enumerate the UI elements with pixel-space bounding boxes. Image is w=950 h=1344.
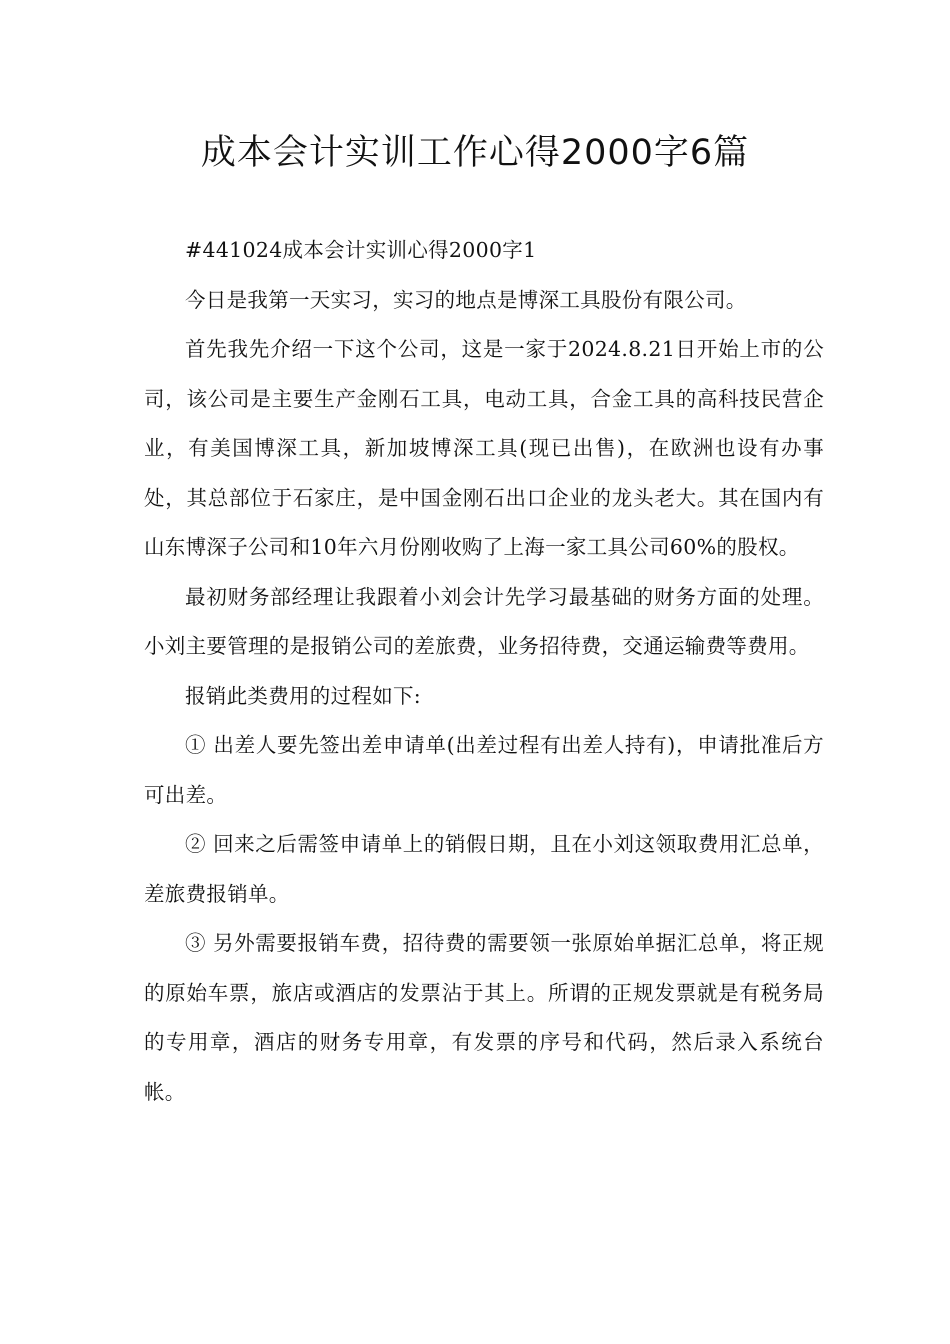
document-body <box>144 226 824 1117</box>
paragraph-step-1: ① 出差人要先签出差申请单(出差过程有出差人持有)，申请批准后方可出差。 <box>144 733 824 807</box>
paragraph: 报销此类费用的过程如下: <box>185 683 422 708</box>
paragraph-step-3: ③ 另外需要报销车费，招待费的需要领一张原始单据汇总单，将正规的原始车票，旅店或酒店的发票沾于其上。所谓的正规发票就是有税务局的专用章，酒店的财务专用章，有发票的序号和代码，然后录入系统台帐。 <box>144 931 824 1104</box>
paragraph: 最初财务部经理让我跟着小刘会计先学习最基础的财务方面的处理。小刘主要管理的是报销公司的差旅费，业务招待费，交通运输费等费用。 <box>144 584 824 658</box>
paragraph-section-heading: #441024成本会计实训心得2000字1 <box>185 238 537 262</box>
paragraph-step-2: ② 回来之后需签申请单上的销假日期，且在小刘这领取费用汇总单，差旅费报销单。 <box>144 832 824 906</box>
document-title: 成本会计实训工作心得2000字6篇 <box>200 133 750 173</box>
paragraph: 首先我先介绍一下这个公司，这是一家于2024.8.21日开始上市的公司，该公司是主要生产金刚石工具，电动工具，合金工具的高科技民营企业，有美国博深工具，新加坡博深工具(现已出售)，在欧洲也设有办事处，其总部位于石家庄，是中国金刚石出口企业的龙头老大。其在国内有山东博深子公司和10年六月份刚收购了上海一家工具公司60%的股权。 <box>144 337 824 559</box>
paragraph: 今日是我第一天实习，实习的地点是博深工具股份有限公司。 <box>185 287 747 312</box>
